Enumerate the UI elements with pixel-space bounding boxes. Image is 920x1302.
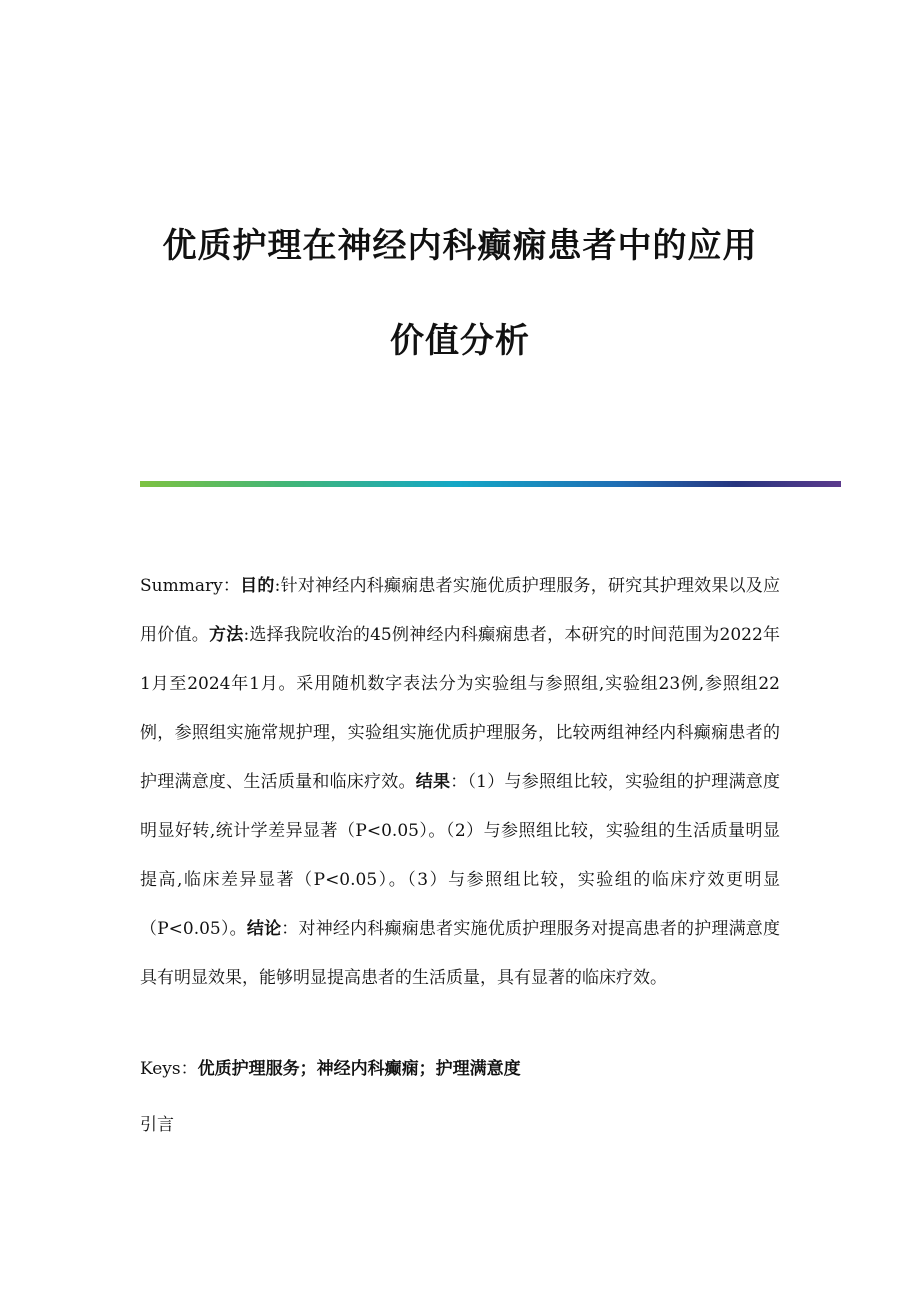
conclusion-text: ：对神经内科癫痫患者实施优质护理服务对提高患者的护理满意度具有明显效果，能够明显提高患者的生活质量，具有显著的临床疗效。 xyxy=(140,919,781,988)
keywords-line xyxy=(140,1054,780,1084)
title-divider xyxy=(140,481,841,487)
objective-text: :针对神经内科癫痫患者实施优质护理服务，研究其护理效果以及应用价值。 xyxy=(140,576,781,645)
methods-text: :选择我院收治的45例神经内科癫痫患者，本研究的时间范围为2022年1月至2024年1月。采用随机数字表法分为实验组与参照组,实验组23例,参照组22例，参照组实施常规护理，实验组实施优质护理服务，比较两组神经内科癫痫患者的护理满意度、生活质量和临床疗效。 xyxy=(140,625,781,792)
keywords-terms: 优质护理服务；神经内科癫痫；护理满意度 xyxy=(197,1059,521,1079)
keywords-label: Keys： xyxy=(140,1059,198,1079)
methods-label: 方法 xyxy=(208,625,244,645)
intro-heading: 引言 xyxy=(140,1115,174,1135)
results-label: 结果 xyxy=(415,772,451,792)
objective-label: 目的 xyxy=(240,576,275,596)
page-title: 优质护理在神经内科癫痫患者中的应用 xyxy=(162,226,758,266)
summary-label: Summary： xyxy=(140,576,241,596)
abstract-paragraph xyxy=(140,562,780,1003)
conclusion-label: 结论 xyxy=(246,919,282,939)
results-text: ：（1）与参照组比较，实验组的护理满意度明显好转,统计学差异显著（P<0.05）。（2）与参照组比较，实验组的生活质量明显提高,临床差异显著（P<0.05）。（3）与参照组比较，实验组的临床疗效更明显（P<0.05）。 xyxy=(140,772,780,939)
page-title-continued: 价值分析 xyxy=(390,321,530,361)
